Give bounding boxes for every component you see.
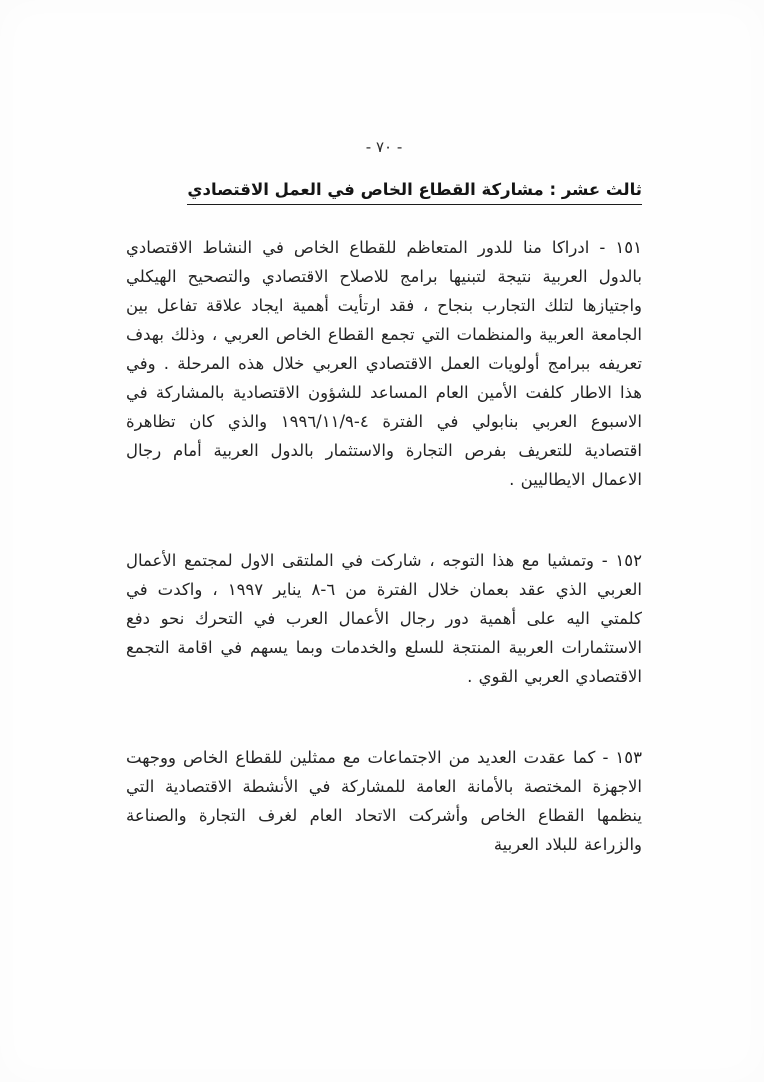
- page-content: [126, 138, 642, 859]
- paragraph-151: [126, 233, 642, 494]
- paragraph-152: [126, 546, 642, 691]
- paragraph-151-number: ١٥١ -: [599, 238, 642, 257]
- section-heading-wrap: [126, 180, 642, 205]
- paragraph-153: [126, 743, 642, 859]
- paragraph-152-number: ١٥٢ -: [601, 551, 643, 570]
- paragraph-153-number: ١٥٣ -: [602, 748, 643, 767]
- paragraph-152-text: وتمشيا مع هذا التوجه ، شاركت في الملتقى الاول لمجتمع الأعمال العربي الذي عقد بعمان خلال الفترة من ٦-٨ يناير ١٩٩٧ ، واكدت في كلمتي اليه على أهمية دور رجال الأعمال العرب في التحرك نحو دفع الاستثمارات العربية المنتجة للسلع والخدمات وبما يسهم في اقامة التجمع الاقتصادي العربي القوي .: [126, 551, 642, 686]
- paragraph-151-text: ادراكا منا للدور المتعاظم للقطاع الخاص في النشاط الاقتصادي بالدول العربية نتيجة لتبنيها برامج للاصلاح الاقتصادي والتصحيح الهيكلي واجتيازها لتلك التجارب بنجاح ، فقد ارتأيت أهمية ايجاد علاقة تفاعل بين الجامعة العربية والمنظمات التي تجمع القطاع الخاص العربي ، وذلك بهدف تعريفه ببرامج أولويات العمل الاقتصادي العربي خلال هذه المرحلة . وفي هذا الاطار كلفت الأمين العام المساعد للشؤون الاقتصادية بالمشاركة في الاسبوع العربي بنابولي في الفترة ٤-١٩٩٦/١١/٩ والذي كان تظاهرة اقتصادية للتعريف بفرص التجارة والاستثمار بالدول العربية أمام رجال الاعمال الايطاليين .: [126, 238, 643, 489]
- page-number: - ٧٠ -: [365, 138, 403, 156]
- paragraph-153-text: كما عقدت العديد من الاجتماعات مع ممثلين للقطاع الخاص ووجهت الاجهزة المختصة بالأمانة العامة للمشاركة في الأنشطة الاقتصادية التي ينظمها القطاع الخاص وأشركت الاتحاد العام لغرف التجارة والصناعة والزراعة للبلاد العربية: [126, 748, 642, 854]
- section-heading: ثالث عشر : مشاركة القطاع الخاص في العمل الاقتصادي: [187, 180, 642, 205]
